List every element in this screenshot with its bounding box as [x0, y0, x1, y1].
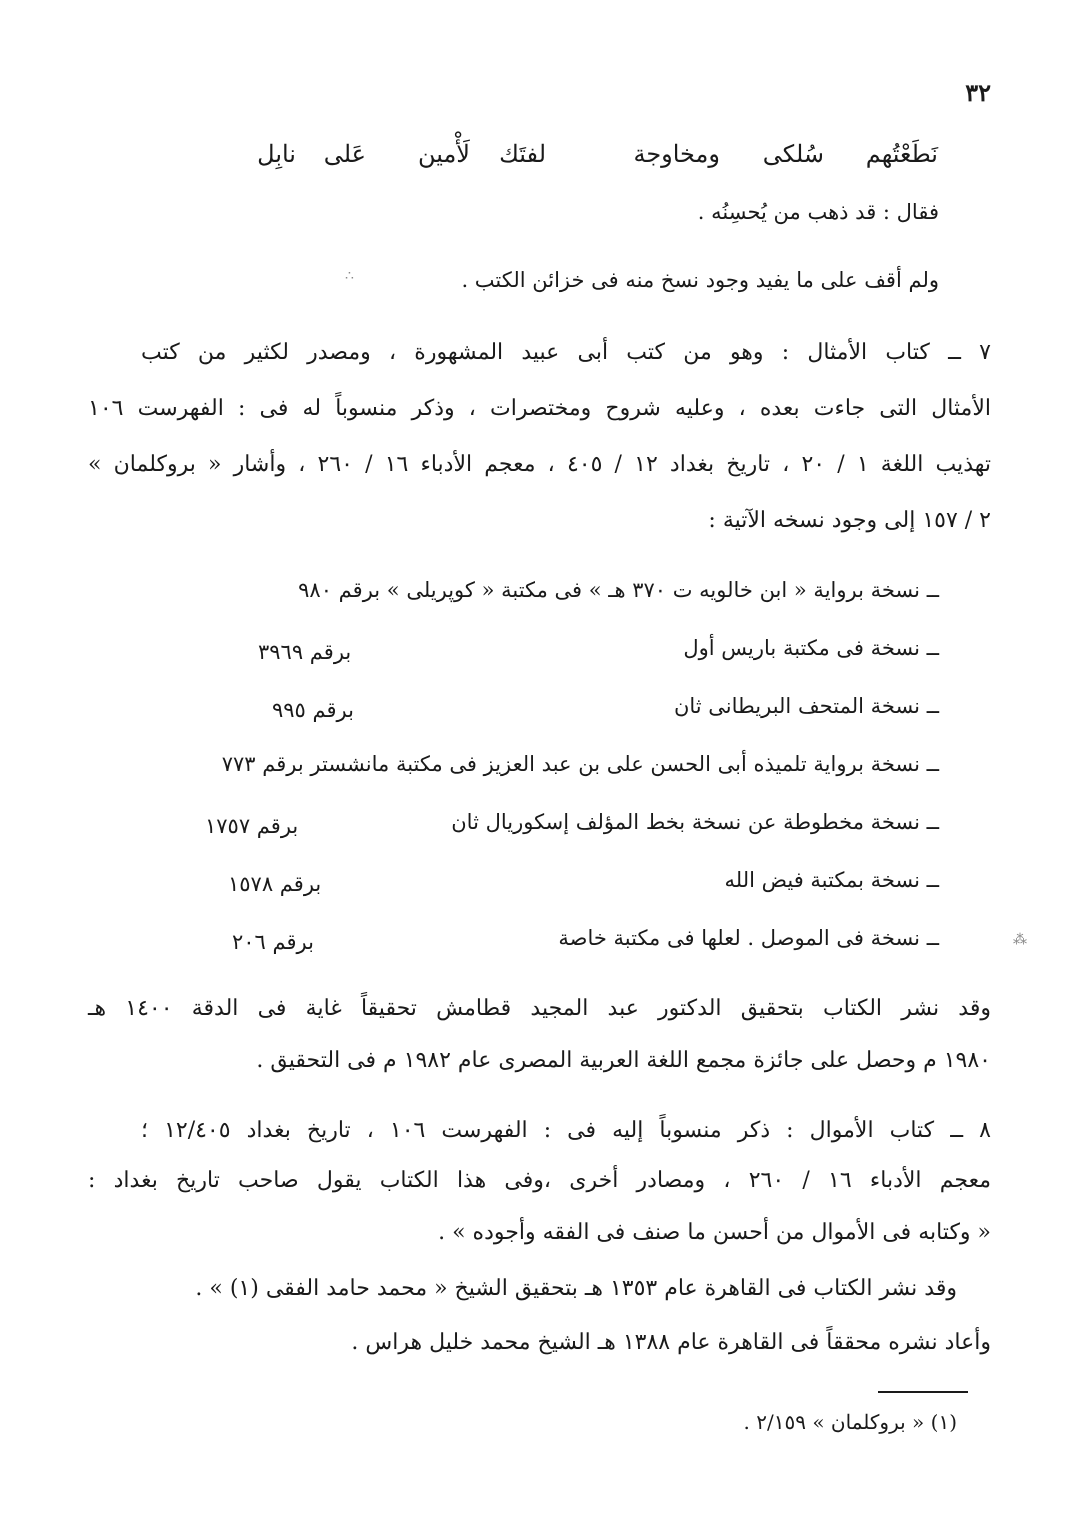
list-item-number: برقم ٣٩٦٩	[258, 640, 352, 664]
poetry-verse	[248, 140, 938, 176]
list-item: ــ نسخة بمكتبة فيض الله	[724, 868, 939, 892]
verse-word: نابِل	[257, 140, 296, 168]
footnote: (١) « بروكلمان » ٢/١٥٩ .	[743, 1410, 957, 1434]
text-line: فقال : قد ذهب من يُحسِنُه .	[697, 200, 939, 224]
text-line: ٢ / ١٥٧ إلى وجود نسخه الآتية :	[708, 508, 991, 533]
section-7-heading: ٧ ــ كتاب الأمثال : وهو من كتب أبى عبيد المشهورة ، ومصدر لكثير من كتب	[141, 340, 991, 365]
scan-speck: ∴	[345, 268, 354, 284]
text-line: ١٩٨٠ م وحصل على جائزة مجمع اللغة العربية المصرى عام ١٩٨٢ م فى التحقيق .	[256, 1048, 991, 1073]
verse-word: سُلكى	[762, 140, 824, 168]
list-item: ــ نسخة المتحف البريطانى ثان	[673, 694, 939, 718]
page-number: ٣٢	[965, 78, 991, 107]
verse-word: نَطَعْتُهم	[865, 140, 938, 168]
text-line: ولم أقف على ما يفيد وجود نسخ منه فى خزائن الكتب .	[461, 268, 939, 292]
list-item-number: برقم ١٧٥٧	[205, 814, 299, 838]
text-line: وأعاد نشره محققاً فى القاهرة عام ١٣٨٨ هـ الشيخ محمد خليل هراس .	[351, 1330, 991, 1355]
list-item-number: برقم ١٥٧٨	[228, 872, 322, 896]
text-line: وقد نشر الكتاب فى القاهرة عام ١٣٥٣ هـ بتحقيق الشيخ « محمد حامد الفقى (١) » .	[195, 1276, 957, 1301]
scan-speck: ⁂	[1013, 932, 1027, 948]
verse-word: عَلى	[323, 140, 366, 168]
list-item-number: برقم ٩٩٥	[272, 698, 354, 722]
list-item: ــ نسخة مخطوطة عن نسخة بخط المؤلف إسكوريال ثان	[451, 810, 939, 834]
text-line: معجم الأدباء ١٦ / ٢٦٠ ، ومصادر أخرى ،وفى هذا الكتاب يقول صاحب تاريخ بغداد :	[88, 1168, 991, 1193]
section-8-heading: ٨ ــ كتاب الأموال : ذكر منسوباً إليه فى : الفهرست ١٠٦ ، تاريخ بغداد ١٢/٤٠٥ ؛	[141, 1118, 991, 1143]
list-item: ــ نسخة فى الموصل . لعلها فى مكتبة خاصة	[558, 926, 939, 950]
text-line: الأمثال التى جاءت بعده ، وعليه شروح ومختصرات ، وذكر منسوباً له فى : الفهرست ١٠٦	[88, 396, 991, 421]
text-line: تهذيب اللغة ١ / ٢٠ ، تاريخ بغداد ١٢ / ٤٠٥ ، معجم الأدباء ١٦ / ٢٦٠ ، وأشار « بروكلمان »	[88, 452, 992, 477]
list-item: ــ نسخة برواية « ابن خالويه ت ٣٧٠ هـ » فى مكتبة « كوپريلى » برقم ٩٨٠	[298, 578, 939, 602]
verse-word: ومخاوجة	[633, 140, 720, 168]
text-line: « وكتابه فى الأموال من أحسن ما صنف فى الفقه وأجوده » .	[438, 1220, 991, 1245]
list-item: ــ نسخة برواية تلميذه أبى الحسن على بن عبد العزيز فى مكتبة مانشستر برقم ٧٧٣	[221, 752, 939, 776]
list-item: ــ نسخة فى مكتبة باريس أول	[683, 636, 939, 660]
verse-word: لفتَك	[499, 140, 546, 168]
verse-word: لَأْمين	[417, 140, 470, 168]
list-item-number: برقم ٢٠٦	[232, 930, 314, 954]
text-line: وقد نشر الكتاب بتحقيق الدكتور عبد المجيد قطامش تحقيقاً غاية فى الدقة ١٤٠٠ هـ	[88, 996, 991, 1021]
footnote-divider	[878, 1391, 968, 1393]
